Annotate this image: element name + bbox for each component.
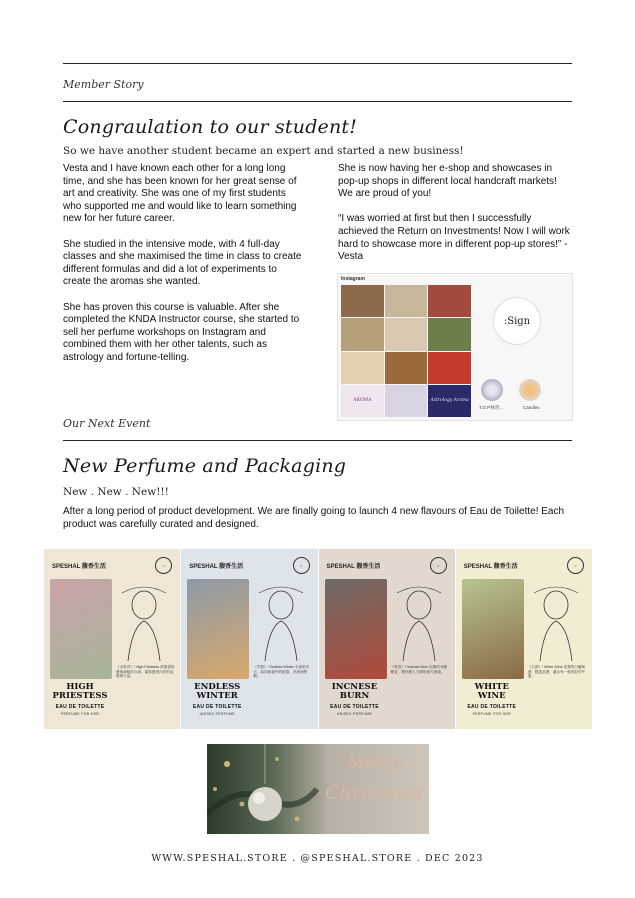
- instagram-post: [428, 385, 471, 417]
- instagram-post: [428, 352, 471, 384]
- paragraph: Vesta and I have known each other for a long long time, and she has been known for her great sense of art and creativity. She was one of my first students who supported me and would like to learn something new for her future career.: [63, 163, 297, 225]
- product-brand: SPESHAL 馥香生活: [463, 564, 518, 570]
- member-story-headline: Congraulation to our student!: [63, 116, 358, 138]
- product-description: 《焚香》/ Incense Burn 沉静的寺廟煙香，帶你進入宁靜的東方意境。: [390, 665, 448, 674]
- product-name-line2: PRIESTESS: [52, 691, 108, 701]
- product-line-sketch: [114, 583, 174, 661]
- product-card: [319, 549, 455, 729]
- member-story-right-column: [338, 163, 574, 276]
- product-audience: PERFUME FOR HER: [472, 712, 511, 716]
- highlight-label: T.O.P林貨...: [479, 405, 504, 410]
- product-logo: ○: [155, 557, 172, 574]
- product-name-line2: WINTER: [196, 691, 238, 701]
- paragraph: She is now having her e-shop and showcases in pop-up shops in different local handcraft markets! We are proud of you!: [338, 163, 557, 200]
- top-rule: [63, 63, 572, 64]
- instagram-post-text: AROMA: [353, 398, 372, 404]
- product-card: [181, 549, 317, 729]
- product-audience: UNISEX PERFUME: [336, 712, 373, 716]
- product-illustration: [50, 579, 112, 679]
- instagram-post-text: Astrology Aroma: [430, 398, 469, 404]
- product-type: EAU DE TOILETTE: [55, 704, 105, 710]
- product-type: EAU DE TOILETTE: [467, 704, 517, 710]
- christmas-banner: [207, 744, 429, 834]
- next-event-rule: [63, 440, 572, 441]
- instagram-post: [341, 352, 384, 384]
- profile-logo: :Sign: [493, 297, 541, 345]
- product-illustration: [187, 579, 249, 679]
- product-brand: SPESHAL 馥香生活: [189, 564, 244, 570]
- footer: WWW.SPESHAL.STORE . @SPESHAL.STORE . DEC 2023: [151, 853, 484, 864]
- instagram-post: [428, 318, 471, 350]
- product-name-line1: INCNESE: [331, 682, 378, 692]
- member-story-label: Member Story: [63, 78, 144, 91]
- instagram-post: [385, 352, 428, 384]
- product-name: [46, 683, 114, 701]
- instagram-post: [385, 318, 428, 350]
- product-logo: ○: [567, 557, 584, 574]
- product-name-line1: HIGH: [66, 682, 94, 692]
- next-event-paragraph-box: [63, 506, 573, 544]
- product-name-line1: WHITE: [474, 682, 509, 692]
- product-name: [321, 683, 389, 701]
- product-description: 《白酒》/ White Wine 清爽的白葡萄酒，輕盈浪漫，適合每一個美好的午後。: [527, 665, 586, 679]
- next-event-headline: New Perfume and Packaging: [63, 455, 347, 477]
- product-description: 《女祭司》/ High Priestess 象徵著智慧與神秘的女神，讓你感受內在的直覺與力量。: [116, 665, 175, 679]
- paragraph: She studied in the intensive mode, with 4 full-day classes and she maximised the time in class to create different formulas and did a lot of experiments to create the aromas she wanted.: [63, 238, 302, 288]
- member-story-rule: [63, 101, 572, 102]
- product-strip: [44, 549, 592, 729]
- instagram-grid: [341, 285, 471, 417]
- product-line-sketch: [389, 583, 449, 661]
- paragraph: After a long period of product development. We are finally going to launch 4 new flavours of Eau de Toilette! Each product was carefully curated and designed.: [63, 506, 565, 530]
- product-line-sketch: [251, 583, 311, 661]
- instagram-post: [341, 318, 384, 350]
- instagram-post: [385, 385, 428, 417]
- product-logo: ○: [430, 557, 447, 574]
- banner-text-line2: Christmas: [325, 782, 424, 804]
- highlight-label: Candles: [523, 405, 540, 410]
- instagram-screenshot: [337, 273, 573, 421]
- product-line-sketch: [526, 583, 586, 661]
- product-illustration: [325, 579, 387, 679]
- product-name: [183, 683, 251, 701]
- product-name-line1: ENDLESS: [194, 682, 241, 692]
- product-type: EAU DE TOILETTE: [330, 704, 379, 710]
- product-type: EAU DE TOILETTE: [192, 704, 242, 710]
- instagram-post: [341, 385, 384, 417]
- member-story-subhead: So we have another student became an expert and started a new business!: [63, 145, 464, 157]
- instagram-post: [385, 285, 428, 317]
- instagram-post: [341, 285, 384, 317]
- next-event-label: Our Next Event: [63, 417, 151, 430]
- highlight-thumbnail: [519, 379, 541, 401]
- product-name-line2: WINE: [477, 691, 506, 701]
- banner-text-line1: Merry: [347, 752, 404, 773]
- product-card: [44, 549, 180, 729]
- product-logo: ○: [293, 557, 310, 574]
- quote-paragraph: “I was worried at first but then I successfully achieved the Return on Investments! Now I will work hard to showcase more in different pop-up stores!” - Vesta: [338, 213, 570, 263]
- next-event-subhead: New . New . New!!!: [63, 486, 169, 498]
- product-card: [456, 549, 592, 729]
- instagram-app-label: Instagram: [341, 276, 365, 282]
- paragraph: She has proven this course is valuable. After she completed the KNDA Instructor course, she started to sell her perfume workshops on Instagram and combined them with her other talents, such as astrology and fortune-telling.: [63, 301, 300, 363]
- product-brand: SPESHAL 馥香生活: [326, 564, 381, 570]
- product-illustration: [462, 579, 524, 679]
- product-brand: SPESHAL 馥香生活: [52, 564, 106, 570]
- highlight-thumbnail: [481, 379, 503, 401]
- member-story-left-column: [63, 163, 303, 377]
- product-name-line2: BURN: [339, 691, 370, 701]
- product-audience: PERFUME FOR HER: [60, 712, 100, 716]
- instagram-profile-panel: [475, 285, 569, 417]
- product-description: 《冬狼》/ Endless Winter 永恆的冬日，如同寒夜中的狼群，冷冽而堅韌。: [253, 665, 310, 679]
- product-audience: UNISEX PERFUME: [199, 712, 235, 716]
- product-name: [458, 683, 526, 701]
- instagram-post: [428, 285, 471, 317]
